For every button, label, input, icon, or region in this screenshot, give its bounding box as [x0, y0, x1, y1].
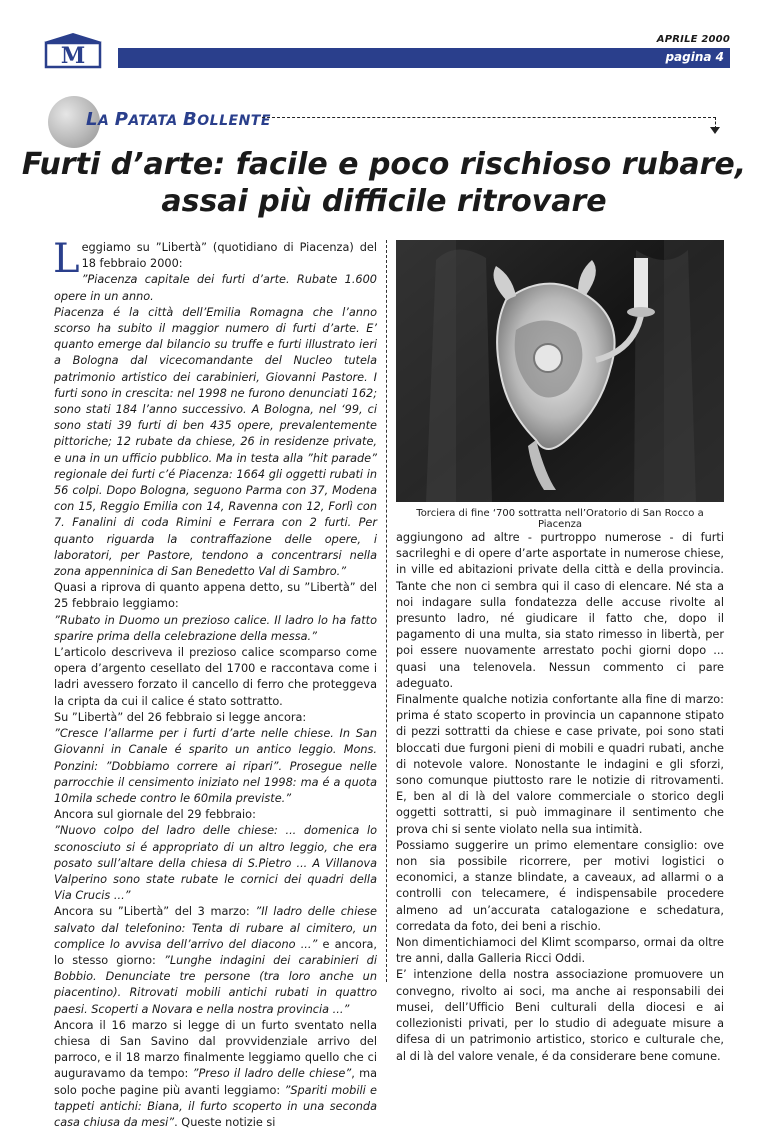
- article-paragraph: Su ”Libertà” del 26 febbraio si legge ancora:: [54, 710, 307, 724]
- article-paragraph: aggiungono ad altre - purtroppo numerose - di furti sacrileghi e di opere d’arte asportate in numerose chiese, in ville ed abitazioni private della città e della provincia. Tante che non ci sembra qui il caso di elencare. Né sta a noi indagare sulla fondatezza delle accuse rivolte al presunto ladro, né giudicare il fatto che, dopo il pagamento di una multa, sia stato rimesso in libertà, per poi essere nuovamente arrestato pochi giorni dopo ... quasi una telenovela. Nessun commento ci pare adeguato.: [396, 531, 724, 690]
- article-paragraph: eggiamo su ”Libertà” (quotidiano di Piacenza) del 18 febbraio 2000:: [81, 241, 377, 271]
- paragraph-fragment: Ancora il 16 marzo si legge di un furto sventato nella chiesa di San Savino dal provvidenziale arrivo del parroco, e il 18 marzo finalmente leggiamo quello che ci auguravamo da tempo:: [54, 1018, 377, 1081]
- paragraph-fragment: ”Il ladro delle chiese salvato dal telefonino: Tenta di rubare al cimitero, un complice lo avvisa dell’arrivo del diacono ...”: [54, 905, 377, 951]
- article-paragraph: Piacenza é la città dell’Emilia Romagna che l’anno scorso ha subito il maggior numero di furti d’arte. E’ quanto emerge dal bilancio su truffe e furti illustrato ieri a Bologna dal vicecomandante del Nucleo tutela patrimonio artistico dei carabinieri, Giovanni Pastore. I furti sono in crescita: nel 1998 ne furono denunciati 162; sono stati 184 l’anno successivo. A Bologna, nel ‘99, ci sono stati 39 furti di ben 435 opere, prevalentemente pittoriche; 12 rubate da chiese, 26 in residenze private, e una in un ufficio pubblico. Ma in testa alla ”hit parade” regionale dei furti c’é Piacenza: 1664 gli oggetti rubati in 56 colpi. Dopo Bologna, seguono Parma con 37, Modena con 15, Reggio Emilia con 14, Ravenna con 12, Forlì con 7. Fanalini di coda Rimini e Ferrara con 2 furti. Per quanto riguarda la contraffazione delle opere, i laboratori, per Pastore, tendono a concentrarsi nella zona appenninica di San Benedetto Val di Sambro.”: [54, 305, 377, 579]
- paragraph-fragment: ”Spariti mobili e tappeti antichi: Biana, il furto scoperto in una seconda casa chiusa da mesi”: [54, 1083, 377, 1129]
- issue-date: APRILE 2000: [656, 34, 730, 45]
- article-paragraph: Possiamo suggerire un primo elementare consiglio: ove non sia possibile ricorrere, per motivi logistici o economici, a stanze blindate, a caveaux, ad allarmi o a controlli con telecamere, é indispensabile procedere almeno ad un’accurata catalogazione e schedatura, corredata da foto, dei beni a rischio.: [396, 838, 724, 933]
- article-headline: Furti d’arte: facile e poco rischioso rubare, assai più difficile ritrovare: [21, 147, 747, 219]
- paragraph-fragment: Ancora su ”Libertà” del 3 marzo:: [54, 905, 256, 919]
- section-dashed-rule: [262, 117, 716, 118]
- header-bar: [118, 48, 730, 68]
- article-column-right: [396, 530, 724, 1065]
- paragraph-fragment: , ma solo poche pagine più avanti leggiamo:: [54, 1067, 377, 1097]
- article-photo: [396, 240, 724, 502]
- drop-cap: L: [53, 236, 80, 282]
- article-paragraph: ”Rubato in Duomo un prezioso calice. Il ladro lo ha fatto sparire prima della celebrazione della messa.”: [54, 613, 377, 643]
- article-paragraph: Non dimentichiamoci del Klimt scomparso, ormai da oltre tre anni, dalla Galleria Ricci Oddi.: [396, 936, 724, 966]
- article-paragraph: ”Cresce l’allarme per i furti d’arte nelle chiese. In San Giovanni in Canale é sparito un antico leggio. Mons. Ponzini: ”Dobbiamo correre ai ripari”. Prosegue nelle parrocchie il censimento iniziato nel 1998: ma é a quota 10mila schede contro le 60mila previste.”: [54, 727, 377, 805]
- photo-caption: Torciera di fine ‘700 sottratta nell’Oratorio di San Rocco a Piacenza: [416, 508, 704, 530]
- paragraph-fragment: ”Preso il ladro delle chiese”: [192, 1067, 352, 1081]
- magazine-logo: [40, 32, 106, 70]
- article-paragraph: Ancora sul giornale del 29 febbraio:: [54, 808, 256, 822]
- paragraph-fragment: e ancora, lo stesso giorno:: [54, 937, 377, 967]
- logo-letter: M: [60, 43, 86, 69]
- article-paragraph: ”Piacenza capitale dei furti d’arte. Rubate 1.600 opere in un anno.: [54, 273, 377, 303]
- article-paragraph: [54, 904, 377, 1017]
- column-divider: [386, 240, 387, 982]
- paragraph-fragment: ”Lunghe indagini dei carabinieri di Bobbio. Denunciate tre persone (tra loro anche un piacentino). Ritrovati mobili antichi rubati in quattro paesi. Scoperti a Novara e nella nostra provincia ...”: [54, 953, 377, 1016]
- article-column-left: [53, 236, 377, 1131]
- article-paragraph: ”Nuovo colpo del ladro delle chiese: ... domenica lo sconosciuto si é appropriato di un altro leggio, che era posato sull’altare della chiesa di S.Pietro ... A Villanova Valperino sono state rubate le cornici dei quadri della Via Crucis ...”: [54, 824, 377, 903]
- article-paragraph: Finalmente qualche notizia confortante alla fine di marzo: prima é stato scoperto in provincia un capannone stipato di pezzi sottratti da chiese e case private, poi sono stati bloccati due furgoni pieni di mobili e quadri rubati, anche di notevole valore. Nonostante le indagini e gli sforzi, sono comunque piuttosto rare le notizie di ritrovamenti. E, ben al di là del valore commerciale o storico degli oggetti sottratti, si può immaginare il sentimento che prova chi si sente violato nella sua intimità.: [396, 693, 724, 836]
- section-title: LA PATATA BOLLENTE: [86, 109, 271, 130]
- page-number: pagina 4: [665, 50, 724, 64]
- paragraph-fragment: . Queste notizie si: [174, 1115, 276, 1129]
- arrow-down-icon: [710, 127, 720, 134]
- article-paragraph: L’articolo descriveva il prezioso calice scomparso come opera d’argento cesellato del 1700 e raccontava come i ladri avessero forzato il cancello di ferro che proteggeva la cripta da cui il calice é stato sottratto.: [54, 646, 377, 708]
- article-paragraph: Quasi a riprova di quanto appena detto, su ”Libertà” del 25 febbraio leggiamo:: [54, 581, 377, 611]
- article-paragraph: E’ intenzione della nostra associazione promuovere un convegno, rivolto ai soci, ma anche ai responsabili dei musei, dell’Ufficio Beni culturali della diocesi e ai collezionisti privati, per lo studio di adeguate misure a difesa di un patrimonio artistico, storico e culturale che, al di là del valore venale, é da considerare bene comune.: [396, 968, 724, 1063]
- article-paragraph: [54, 1018, 377, 1131]
